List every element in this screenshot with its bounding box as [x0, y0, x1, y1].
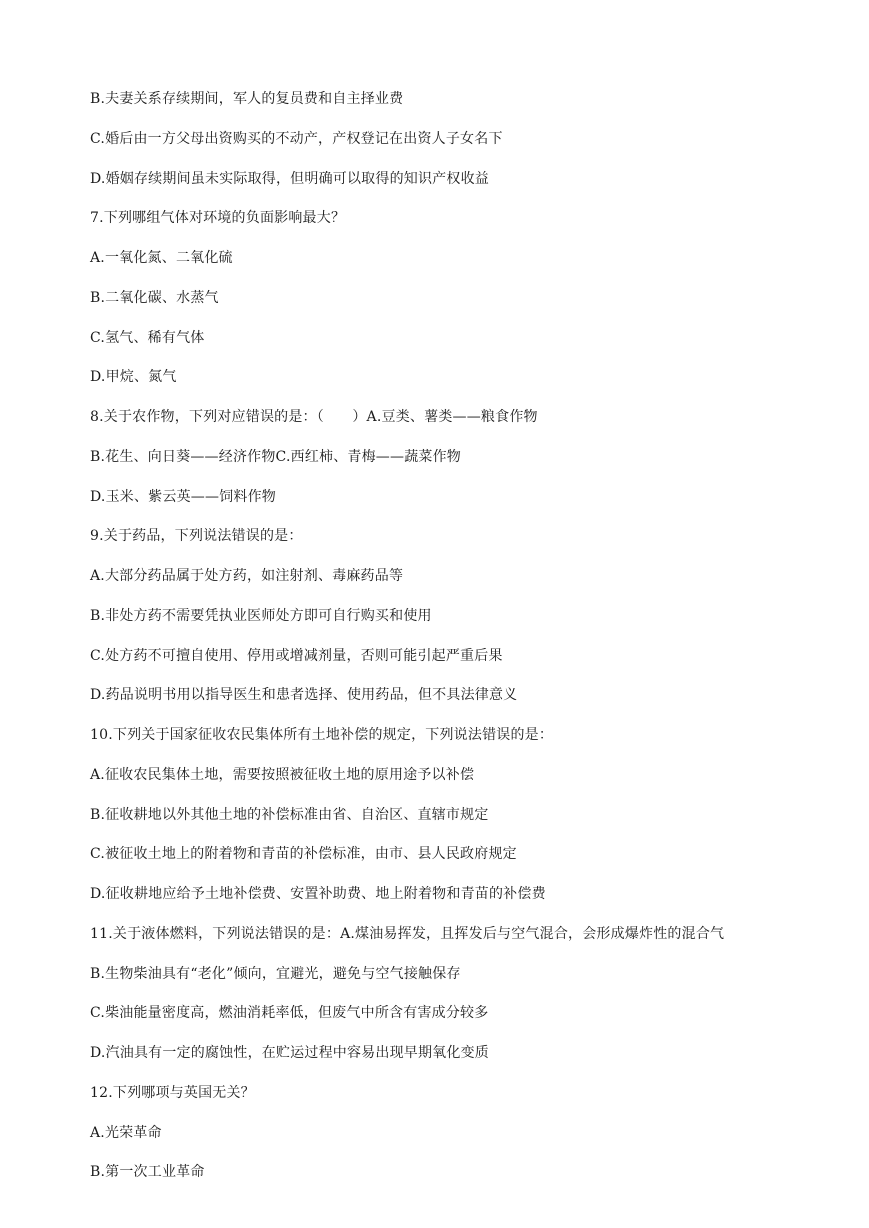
question-10-option-a: A.征收农民集体土地，需要按照被征收土地的原用途予以补偿	[90, 766, 475, 783]
question-11-option-d: D.汽油具有一定的腐蚀性，在贮运过程中容易出现早期氧化变质	[90, 1045, 489, 1061]
question-10-option-d: D.征收耕地应给予土地补偿费、安置补助费、地上附着物和青苗的补偿费	[90, 886, 546, 902]
question-9-option-c: C.处方药不可擅自使用、停用或增减剂量，否则可能引起严重后果	[90, 647, 503, 664]
question-11-option-c: C.柴油能量密度高，燃油消耗率低，但废气中所含有害成分较多	[90, 1005, 489, 1022]
question-11-option-b: B.生物柴油具有“老化”倾向，宜避光，避免与空气接触保存	[90, 965, 461, 982]
option-line-c-property: C.婚后由一方父母出资购买的不动产，产权登记在出资人子女名下	[90, 130, 503, 147]
question-9-option-d: D.药品说明书用以指导医生和患者选择、使用药品，但不具法律意义	[90, 687, 518, 704]
question-10-option-c: C.被征收土地上的附着物和青苗的补偿标准，由市、县人民政府规定	[90, 846, 517, 863]
question-12-option-a: A.光荣革命	[90, 1124, 162, 1141]
question-10-stem: 10.下列关于国家征收农民集体所有土地补偿的规定，下列说法错误的是：	[90, 727, 554, 743]
option-line-d-ip-income: D.婚姻存续期间虽未实际取得，但明确可以取得的知识产权收益	[90, 170, 489, 187]
question-9-option-a: A.大部分药品属于处方药，如注射剂、毒麻药品等	[90, 568, 404, 584]
question-7-option-c: C.氢气、稀有气体	[90, 329, 205, 346]
question-text-block	[90, 88, 860, 1201]
question-7-stem: 7.下列哪组气体对环境的负面影响最大？	[90, 210, 346, 227]
question-12-option-b: B.第一次工业革命	[90, 1164, 205, 1181]
option-line-b-military-fees: B.夫妻关系存续期间，军人的复员费和自主择业费	[90, 91, 404, 107]
question-7-option-b: B.二氧化碳、水蒸气	[90, 289, 219, 306]
question-9-option-b: B.非处方药不需要凭执业医师处方即可自行购买和使用	[90, 607, 432, 624]
question-10-option-b: B.征收耕地以外其他土地的补偿标准由省、自治区、直辖市规定	[90, 806, 489, 823]
question-7-option-a: A.一氧化氮、二氧化硫	[90, 250, 233, 266]
question-8-stem: 8.关于农作物，下列对应错误的是：（ ）A.豆类、薯类——粮食作物	[90, 409, 538, 425]
question-12-stem: 12.下列哪项与英国无关？	[90, 1084, 255, 1101]
question-8-option-d: D.玉米、紫云英——饲料作物	[90, 488, 276, 505]
question-11-stem: 11.关于液体燃料，下列说法错误的是：A.煤油易挥发，且挥发后与空气混合，会形成爆炸性的混合气	[90, 925, 725, 942]
question-7-option-d: D.甲烷、氮气	[90, 369, 177, 386]
question-8-options-b-c: B.花生、向日葵——经济作物C.西红柿、青梅——蔬菜作物	[90, 448, 462, 465]
question-9-stem: 9.关于药品，下列说法错误的是：	[90, 528, 303, 545]
